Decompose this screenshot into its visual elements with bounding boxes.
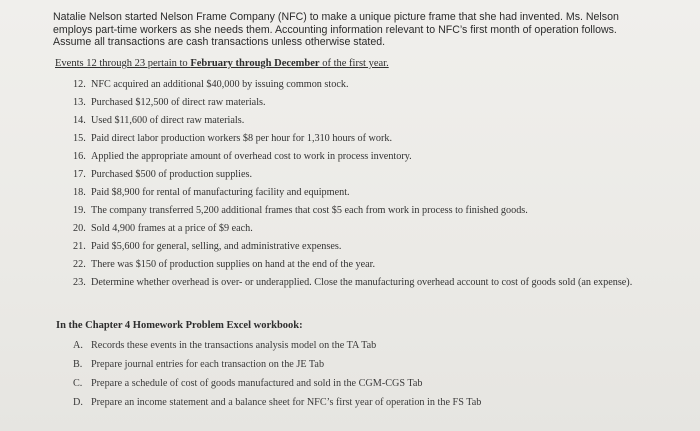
event-text: Paid direct labor production workers $8 per hour for 1,310 hours of work. bbox=[91, 133, 393, 144]
event-number: 13. bbox=[73, 97, 86, 108]
task-item bbox=[73, 397, 673, 416]
event-text: Used $11,600 of direct raw materials. bbox=[91, 115, 245, 126]
tasks-list bbox=[73, 340, 673, 416]
event-item bbox=[73, 223, 673, 241]
event-text: Sold 4,900 frames at a price of $9 each. bbox=[91, 223, 253, 234]
chapter-heading: In the Chapter 4 Homework Problem Excel workbook: bbox=[56, 320, 303, 331]
events-heading-bold: February through December bbox=[190, 58, 320, 69]
event-number: 14. bbox=[73, 115, 86, 126]
event-number: 23. bbox=[73, 277, 86, 288]
event-number: 18. bbox=[73, 187, 86, 198]
event-text: NFC acquired an additional $40,000 by issuing common stock. bbox=[91, 79, 349, 90]
task-text: Records these events in the transactions analysis model on the TA Tab bbox=[91, 340, 377, 351]
event-number: 22. bbox=[73, 259, 86, 270]
event-text: Determine whether overhead is over- or underapplied. Close the manufacturing overhead account to cost of goods sold (an expense). bbox=[91, 277, 633, 288]
event-item bbox=[73, 277, 673, 307]
event-item bbox=[73, 241, 673, 259]
event-text: The company transferred 5,200 additional frames that cost $5 each from work in process to finished goods. bbox=[91, 205, 528, 216]
event-text: Purchased $500 of production supplies. bbox=[91, 169, 252, 180]
event-item bbox=[73, 79, 673, 97]
task-item bbox=[73, 378, 673, 397]
event-item bbox=[73, 187, 673, 205]
event-text: Paid $8,900 for rental of manufacturing facility and equipment. bbox=[91, 187, 350, 198]
events-heading bbox=[55, 58, 389, 69]
task-item bbox=[73, 359, 673, 378]
task-letter: A. bbox=[73, 340, 83, 351]
events-list bbox=[73, 79, 673, 307]
event-item bbox=[73, 115, 673, 133]
task-item bbox=[73, 340, 673, 359]
task-letter: C. bbox=[73, 378, 83, 389]
events-heading-suffix: of the first year. bbox=[319, 58, 389, 69]
event-number: 19. bbox=[73, 205, 86, 216]
task-text: Prepare journal entries for each transaction on the JE Tab bbox=[91, 359, 325, 370]
task-letter: D. bbox=[73, 397, 83, 408]
event-text: Purchased $12,500 of direct raw materials. bbox=[91, 97, 266, 108]
task-text: Prepare a schedule of cost of goods manufactured and sold in the CGM-CGS Tab bbox=[91, 378, 423, 389]
event-number: 16. bbox=[73, 151, 86, 162]
event-text: Paid $5,600 for general, selling, and administrative expenses. bbox=[91, 241, 342, 252]
event-number: 17. bbox=[73, 169, 86, 180]
event-text: Applied the appropriate amount of overhead cost to work in process inventory. bbox=[91, 151, 412, 162]
intro-paragraph: Natalie Nelson started Nelson Frame Company (NFC) to make a unique picture frame that she had invented. Ms. Nelson employs part-time workers as she needs them. Accounting information relevant to NFC’s first month of operation follows. Assume all transactions are cash transactions unless otherwise stated. bbox=[53, 11, 619, 49]
task-text: Prepare an income statement and a balance sheet for NFC’s first year of operation in the FS Tab bbox=[91, 397, 482, 408]
event-number: 20. bbox=[73, 223, 86, 234]
events-heading-prefix: Events 12 through 23 pertain to bbox=[55, 58, 191, 69]
event-number: 15. bbox=[73, 133, 86, 144]
event-number: 12. bbox=[73, 79, 86, 90]
event-item bbox=[73, 133, 673, 151]
event-item bbox=[73, 97, 673, 115]
event-item bbox=[73, 151, 673, 169]
event-number: 21. bbox=[73, 241, 86, 252]
event-item bbox=[73, 259, 673, 277]
event-text: There was $150 of production supplies on hand at the end of the year. bbox=[91, 259, 376, 270]
event-item bbox=[73, 169, 673, 187]
event-item bbox=[73, 205, 673, 223]
task-letter: B. bbox=[73, 359, 83, 370]
